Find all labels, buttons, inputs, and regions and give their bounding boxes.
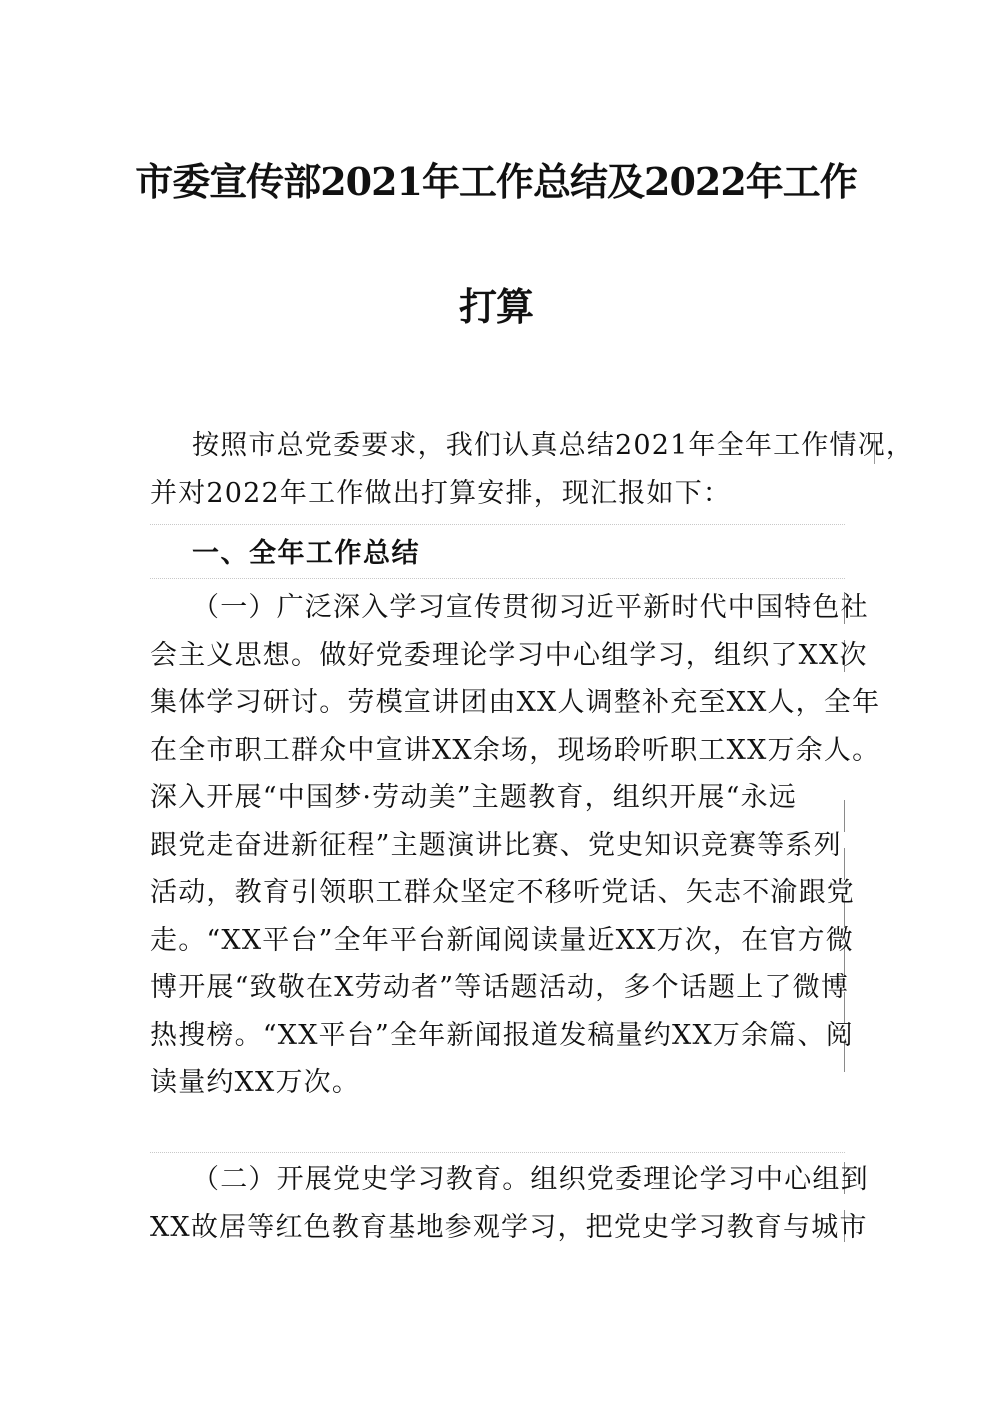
paragraph-line: 会主义思想。做好党委理论学习中心组学习，组织了XX次 xyxy=(150,639,868,671)
paragraph-line: 集体学习研讨。劳模宣讲团由XX人调整补充至XX人，全年 xyxy=(150,687,881,718)
section-heading: 一、全年工作总结 xyxy=(192,538,420,569)
paragraph-2 xyxy=(150,1156,869,1251)
paragraph-line: 博开展“致敬在X劳动者”等话题活动，多个话题上了微博 xyxy=(150,972,850,1003)
paragraph-line: 活动，教育引领职工群众坚定不移听党话、矢志不渝跟党 xyxy=(150,877,855,908)
paragraph-line: 深入开展“中国梦·劳动美”主题教育，组织开展“永远 xyxy=(150,782,797,813)
paragraph-line: 热搜榜。“XX平台”全年新闻报道发稿量约XX万余篇、阅 xyxy=(150,1019,854,1051)
intro-line: 并对2022年工作做出打算安排，现汇报如下： xyxy=(150,477,732,509)
paragraph-1 xyxy=(150,584,881,1107)
paragraph-line: 跟党走奋进新征程”主题演讲比赛、党史知识竞赛等系列 xyxy=(150,829,842,861)
intro-paragraph xyxy=(150,422,915,517)
paragraph-line: （二）开展党史学习教育。组织党委理论学习中心组到 xyxy=(192,1164,869,1195)
paragraph-line: 读量约XX万次。 xyxy=(150,1067,361,1098)
paragraph-separator xyxy=(150,578,845,579)
paragraph-line: 在全市职工群众中宣讲XX余场，现场聆听职工XX万余人。 xyxy=(150,734,881,766)
intro-line: 按照市总党委要求，我们认真总结2021年全年工作情况， xyxy=(192,430,915,461)
paragraph-line: 走。“XX平台”全年平台新闻阅读量近XX万次，在官方微 xyxy=(150,924,854,956)
paragraph-separator xyxy=(150,1152,845,1153)
document-title-line-2: 打算 xyxy=(458,284,533,329)
document-title-line-1: 市委宣传部2021年工作总结及2022年工作 xyxy=(135,159,857,204)
paragraph-line: XX故居等红色教育基地参观学习，把党史学习教育与城市 xyxy=(150,1211,868,1243)
paragraph-line: （一）广泛深入学习宣传贯彻习近平新时代中国特色社 xyxy=(192,592,869,623)
paragraph-separator xyxy=(150,524,845,525)
